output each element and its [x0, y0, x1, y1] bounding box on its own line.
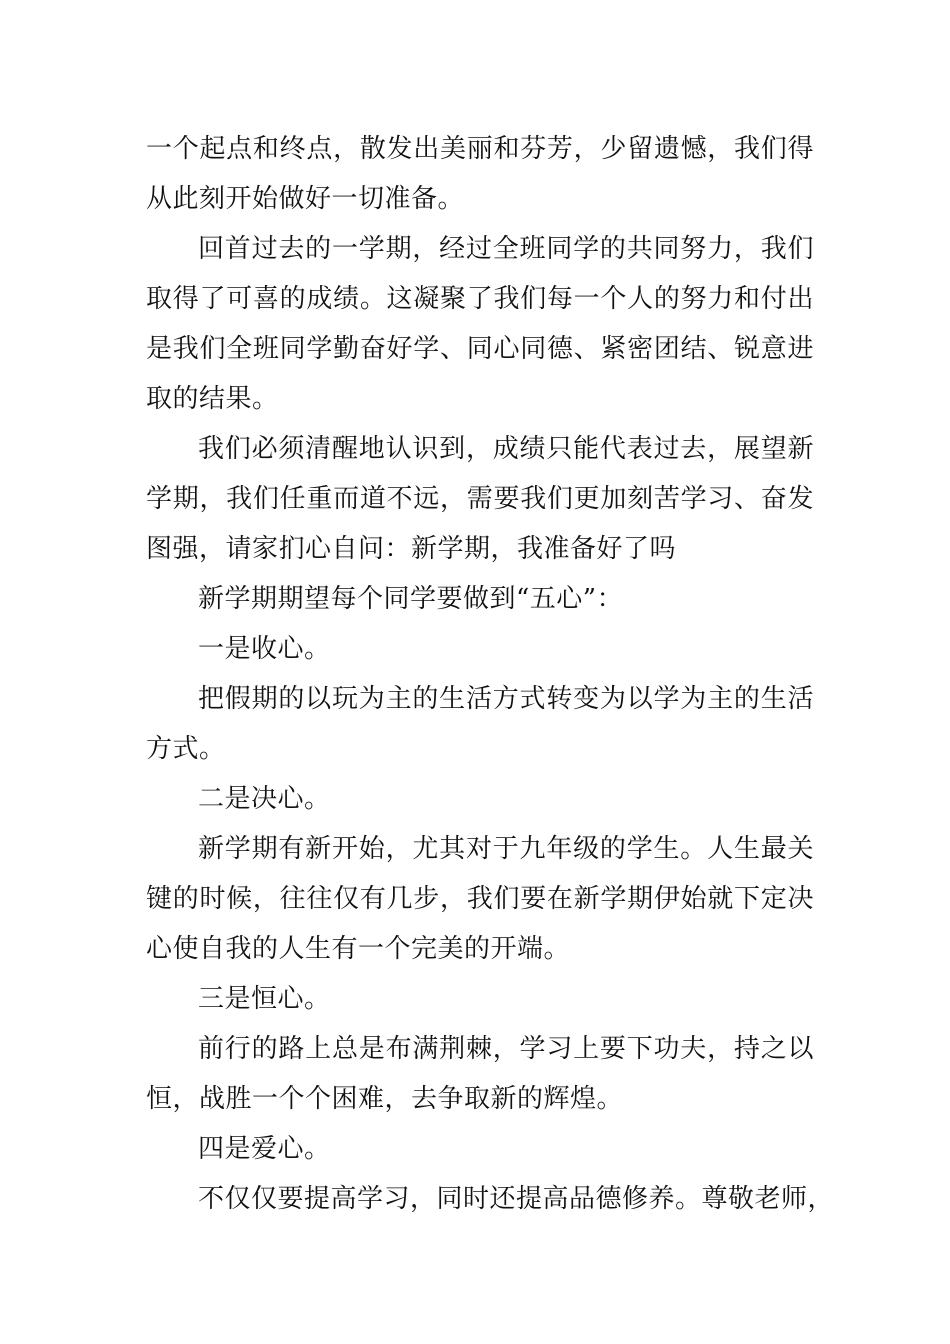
text-line: 恒，战胜一个个困难，去争取新的辉煌。: [146, 1084, 624, 1114]
text-line: 新学期有新开始，尤其对于九年级的学生。人生最关: [198, 834, 814, 864]
text-line: 四是爱心。: [198, 1134, 331, 1164]
text-line: 学期，我们任重而道不远，需要我们更加刻苦学习、奋发: [146, 484, 814, 514]
text-line: 是我们全班同学勤奋好学、同心同德、紧密团结、锐意进: [146, 334, 814, 364]
text-line: 回首过去的一学期，经过全班同学的共同努力，我们: [198, 234, 814, 264]
text-line: 方式。: [146, 734, 226, 764]
text-line: 三是恒心。: [198, 984, 331, 1014]
text-line: 取的结果。: [146, 384, 279, 414]
text-line: 键的时候，往往仅有几步，我们要在新学期伊始就下定决: [146, 884, 814, 914]
text-line: 新学期期望每个同学要做到“五心”：: [198, 584, 624, 614]
text-line: 心使自我的人生有一个完美的开端。: [146, 934, 571, 964]
text-line: 前行的路上总是布满荆棘，学习上要下功夫，持之以: [198, 1034, 814, 1064]
text-line: 一个起点和终点，散发出美丽和芬芳，少留遗憾，我们得: [146, 134, 814, 164]
text-line: 我们必须清醒地认识到，成绩只能代表过去，展望新: [198, 434, 814, 464]
text-line: 把假期的以玩为主的生活方式转变为以学为主的生活: [198, 684, 814, 714]
text-line: 不仅仅要提高学习，同时还提高品德修养。尊敬老师，: [198, 1184, 835, 1214]
text-line: 一是收心。: [198, 634, 331, 664]
text-line: 图强，请家扪心自问：新学期，我准备好了吗: [146, 534, 677, 564]
document-body: [146, 124, 835, 1224]
text-line: 取得了可喜的成绩。这凝聚了我们每一个人的努力和付出: [146, 284, 814, 314]
text-line: 从此刻开始做好一切准备。: [146, 184, 465, 214]
text-line: 二是决心。: [198, 784, 331, 814]
